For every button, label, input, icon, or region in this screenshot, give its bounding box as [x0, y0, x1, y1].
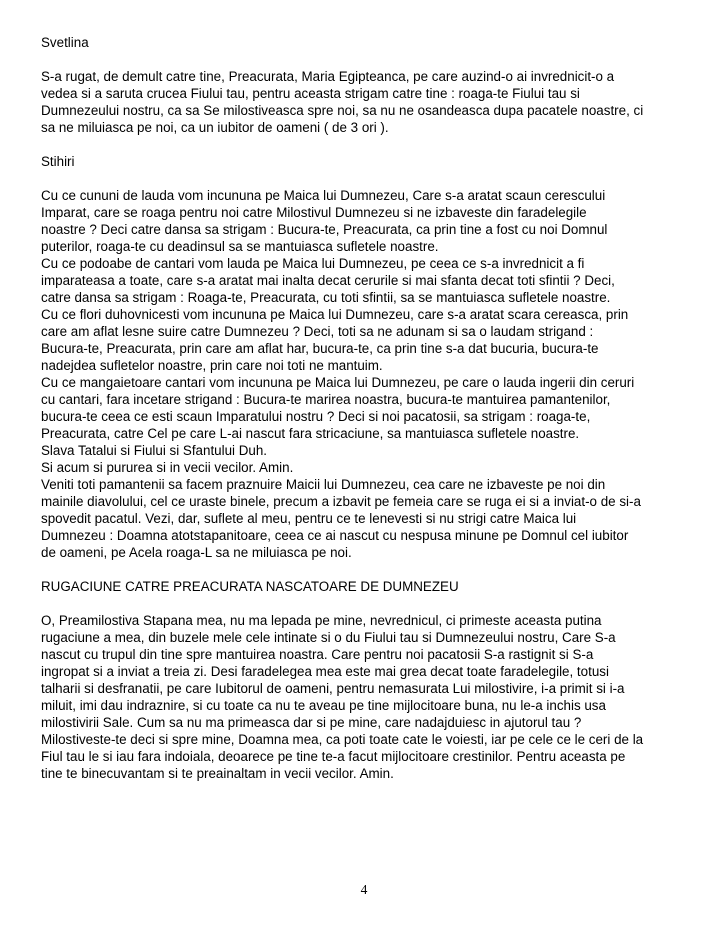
text-line: Bucura-te, Preacurata, prin care am aflat har, bucura-te, ca prin tine s-a dat bucuria, bucura-te: [41, 341, 599, 356]
text-line: Fiul tau le si iau fara indoiala, deoarece pe tine te-a facut mijlocitoare crestinilor. Pentru aceasta pe: [41, 749, 626, 764]
document-body: [41, 34, 689, 782]
text-line: de oameni, pe Acela roaga-L sa ne miluiasca pe noi.: [41, 545, 352, 560]
text-line: nadejdea sufletelor noastre, prin care noi toti ne mantuim.: [41, 358, 383, 373]
text-line: mainile diavolului, cel ce uraste binele, precum a izbavit pe femeia care se ruga ei si a inviat-o de si-a: [41, 494, 641, 509]
text-line: imparateasa a toate, care s-a aratat mai inalta decat cerurile si mai sfanta decat toti sfintii ? Deci,: [41, 273, 615, 288]
text-line: bucura-te ceea ce esti scaun Imparatului nostru ? Deci si noi pacatosii, sa strigam : roaga-te,: [41, 409, 591, 424]
stihiri-paragraph: [41, 187, 689, 561]
paragraph-spacer: [41, 170, 689, 187]
heading-svetlina: [41, 34, 689, 51]
text-line: miluit, imi dau indraznire, si cu toate ca nu te aveau pe tine mijlocitoare buna, nu le-a inchis usa: [41, 698, 606, 713]
text-line: Dumnezeu : Doamna atotstapanitoare, ceea ce ai nascut cu nespusa minune pe Domnul cel iubitor: [41, 528, 629, 543]
text-line: sa ne miluiasca pe noi, ca un iubitor de oameni ( de 3 ori ).: [41, 120, 389, 135]
text-line: nascut cu trupul din tine spre mantuirea noastra. Care pentru noi pacatosii S-a rastignit si S-a: [41, 647, 594, 662]
text-line: ingropat si a inviat a treia zi. Desi faradelegea mea este mai grea decat toate faradelegile, totusi: [41, 664, 609, 679]
paragraph-spacer: [41, 595, 689, 612]
heading-rugaciune: [41, 578, 689, 595]
text-line: Imparat, care se roaga pentru noi catre Milostivul Dumnezeu si ne izbaveste din faradelegile: [41, 205, 587, 220]
text-line: Svetlina: [41, 35, 89, 50]
text-line: care am aflat lesne suire catre Dumnezeu ? Deci, toti sa ne adunam si sa o laudam strigand :: [41, 324, 594, 339]
text-line: S-a rugat, de demult catre tine, Preacurata, Maria Egipteanca, pe care auzind-o ai invrednicit-o a: [41, 69, 615, 84]
text-line: Cu ce podoabe de cantari vom lauda pe Maica lui Dumnezeu, pe ceea ce s-a invrednicit a fi: [41, 256, 585, 271]
paragraph-spacer: [41, 561, 689, 578]
text-line: tine te binecuvantam si te preainaltam in vecii vecilor. Amin.: [41, 766, 394, 781]
text-line: Milostiveste-te deci si spre mine, Doamna mea, ca poti toate cate le voiesti, iar pe cele ce le ceri de la: [41, 732, 644, 747]
text-line: Stihiri: [41, 154, 75, 169]
text-line: Si acum si pururea si in vecii vecilor. Amin.: [41, 460, 294, 475]
text-line: O, Preamilostiva Stapana mea, nu ma lepada pe mine, nevrednicul, ci primeste aceasta putina: [41, 613, 602, 628]
text-line: Slava Tatalui si Fiului si Sfantului Duh.: [41, 443, 268, 458]
text-line: catre dansa sa strigam : Roaga-te, Preacurata, cu toti sfintii, sa se mantuiasca sufletele noastre.: [41, 290, 611, 305]
text-line: Cu ce cununi de lauda vom incununa pe Maica lui Dumnezeu, Care s-a aratat scaun cerescului: [41, 188, 606, 203]
text-line: Veniti toti pamantenii sa facem praznuire Maicii lui Dumnezeu, cea care ne izbaveste pe noi din: [41, 477, 606, 492]
text-line: spovedit pacatul. Vezi, dar, suflete al meu, pentru ce te lenevesti si nu strigi catre Maica lui: [41, 511, 577, 526]
text-line: rugaciune a mea, din buzele mele cele intinate si o du Fiului tau si Dumnezeului nostru, Care S-a: [41, 630, 616, 645]
text-line: vedea si a saruta crucea Fiului tau, pentru aceasta strigam catre tine : roaga-te Fiului tau si: [41, 86, 580, 101]
text-line: Preacurata, catre Cel pe care L-ai nascut fara stricaciune, sa mantuiasca sufletele noastre.: [41, 426, 580, 441]
heading-stihiri: [41, 153, 689, 170]
paragraph-spacer: [41, 51, 689, 68]
text-line: Cu ce mangaietoare cantari vom incununa pe Maica lui Dumnezeu, pe care o lauda ingerii din ceruri: [41, 375, 635, 390]
text-line: noastre ? Deci catre dansa sa strigam : Bucura-te, Preacurata, ca prin tine a fost cu noi Domnul: [41, 222, 608, 237]
text-line: cu cantari, fara incetare strigand : Bucura-te marirea noastra, bucura-te mantuirea pamantenilor,: [41, 392, 611, 407]
text-line: talharii si desfranatii, pe care Iubitorul de oameni, pentru nemasurata Lui milostivire, i-a primit si i-a: [41, 681, 625, 696]
text-line: milostivirii Sale. Cum sa nu ma primeasca dar si pe mine, care nadajduiesc in ajutorul tau ?: [41, 715, 582, 730]
page-number: 4: [360, 882, 368, 897]
svetlina-paragraph: [41, 68, 689, 136]
text-line: Dumnezeului nostru, ca sa Se milostiveasca spre noi, sa nu ne osandeasca dupa pacatele noastre, ci: [41, 103, 644, 118]
rugaciune-paragraph: [41, 612, 689, 782]
text-line: RUGACIUNE CATRE PREACURATA NASCATOARE DE DUMNEZEU: [41, 579, 459, 594]
text-line: Cu ce flori duhovnicesti vom incununa pe Maica lui Dumnezeu, care s-a aratat scara cereasca, prin: [41, 307, 629, 322]
text-line: puterilor, roaga-te cu deadinsul sa se mantuiasca sufletele noastre.: [41, 239, 439, 254]
paragraph-spacer: [41, 136, 689, 153]
